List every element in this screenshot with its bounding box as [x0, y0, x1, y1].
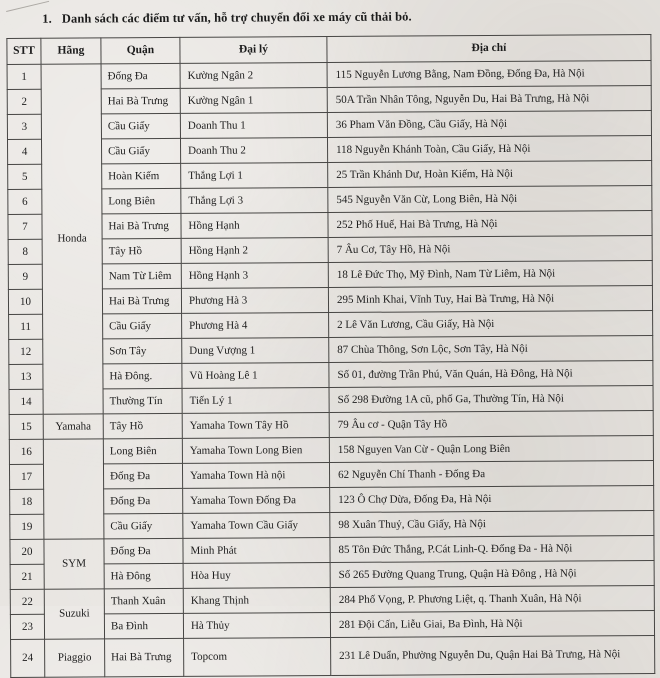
dealer-cell: Hồng Hạnh 2 — [181, 238, 328, 264]
stt-cell: 13 — [9, 364, 43, 389]
address-cell: 36 Pham Văn Đồng, Cầu Giấy, Hà Nội — [327, 111, 651, 138]
dealer-cell: Hà Thủy — [183, 613, 330, 639]
address-cell: 25 Trần Khánh Dư, Hoàn Kiếm, Hà Nội — [328, 161, 652, 188]
district-cell: Ba Đình — [104, 613, 183, 638]
stt-cell: 19 — [10, 514, 44, 539]
stt-cell: 22 — [10, 589, 44, 614]
page-title — [42, 9, 412, 26]
address-cell: 545 Nguyễn Văn Cừ, Long Biên, Hà Nội — [328, 186, 652, 213]
stt-cell: 15 — [9, 414, 43, 439]
address-cell: Số 01, đường Trần Phú, Văn Quán, Hà Đông, Hà Nội — [329, 361, 653, 388]
address-cell: 7 Âu Cơ, Tây Hồ, Hà Nội — [328, 236, 652, 263]
stt-cell: 18 — [10, 489, 44, 514]
address-cell: 231 Lê Duẩn, Phường Nguyễn Du, Quận Hai Bà Trưng, Hà Nội — [331, 636, 655, 676]
district-cell: Đống Đa — [103, 463, 182, 488]
district-cell: Cầu Giấy — [104, 513, 183, 538]
table-row — [10, 486, 654, 515]
district-cell: Hai Bà Trưng — [105, 638, 184, 676]
district-cell: Tây Hồ — [103, 413, 182, 438]
brand-cell-suzuki: Suzuki — [44, 589, 104, 639]
stt-cell: 20 — [10, 539, 44, 564]
address-cell: 284 Phố Vọng, P. Phương Liệt, q. Thanh Xuân, Hà Nội — [330, 586, 654, 613]
address-cell: 50A Trần Nhân Tông, Nguyễn Du, Hai Bà Trưng, Hà Nội — [327, 86, 651, 113]
header-stt: STT — [7, 38, 41, 64]
dealer-cell: Yamaha Town Cầu Giấy — [183, 513, 330, 539]
table-row — [8, 261, 652, 290]
dealer-cell: Hồng Hạnh 3 — [181, 263, 328, 289]
stt-cell: 5 — [8, 164, 42, 189]
header-quan: Quận — [101, 37, 180, 63]
stt-cell: 14 — [9, 389, 43, 414]
district-cell: Nam Từ Liêm — [102, 263, 181, 288]
district-cell: Đống Đa — [104, 488, 183, 513]
table-header-row — [7, 35, 651, 65]
table-row — [10, 511, 654, 540]
address-cell: Số 265 Đường Quang Trung, Quận Hà Đông , Hà Nội — [330, 561, 654, 588]
stt-cell: 17 — [9, 464, 43, 489]
dealer-cell: Thắng Lợi 3 — [181, 188, 328, 214]
dealer-cell: Yamaha Town Long Bien — [182, 438, 329, 464]
district-cell: Cầu Giấy — [101, 138, 180, 163]
dealer-cell: Tiến Lý 1 — [182, 388, 329, 414]
dealer-table — [6, 34, 655, 678]
district-cell: Thường Tín — [103, 388, 182, 413]
address-cell: 158 Nguyen Van Cừ - Quận Long Biên — [329, 436, 653, 463]
district-cell: Sơn Tây — [103, 338, 182, 363]
address-cell: 115 Nguyễn Lương Bằng, Nam Đồng, Đống Đa, Hà Nội — [327, 61, 651, 88]
table-row — [9, 361, 653, 390]
dealer-cell: Yamaha Town Đống Đa — [183, 488, 330, 514]
brand-cell-piaggio: Piaggio — [45, 639, 105, 677]
district-cell: Cầu Giấy — [101, 113, 180, 138]
table-row — [9, 336, 653, 365]
stt-cell: 12 — [9, 339, 43, 364]
address-cell: 118 Nguyễn Khánh Toàn, Cầu Giấy, Hà Nội — [327, 136, 651, 163]
header-hang: Hãng — [41, 38, 101, 64]
district-cell: Tây Hồ — [102, 238, 181, 263]
address-cell: 62 Nguyễn Chí Thanh - Đống Đa — [329, 461, 653, 488]
district-cell: Hà Đông — [104, 563, 183, 588]
brand-cell-honda: Honda — [41, 64, 103, 414]
district-cell: Hai Bà Trưng — [102, 288, 181, 313]
stt-cell: 6 — [8, 189, 42, 214]
district-cell: Hai Bà Trưng — [101, 88, 180, 113]
district-cell: Hoàn Kiếm — [102, 163, 181, 188]
district-cell: Đống Đa — [101, 63, 180, 88]
stt-cell: 16 — [9, 439, 43, 464]
stt-cell: 24 — [11, 639, 45, 677]
district-cell: Long Biên — [103, 438, 182, 463]
stt-cell: 9 — [8, 264, 42, 289]
dealer-cell: Kường Ngân 2 — [180, 63, 327, 89]
address-cell: 252 Phố Huế, Hai Bà Trưng, Hà Nội — [328, 211, 652, 238]
table-row — [9, 411, 653, 440]
header-dai-ly: Đại lý — [180, 37, 327, 64]
dealer-cell: Hòa Huy — [183, 563, 330, 589]
dealer-cell: Minh Phát — [183, 538, 330, 564]
stt-cell: 2 — [7, 89, 41, 114]
address-cell: 295 Minh Khai, Vĩnh Tuy, Hai Bà Trưng, Hà Nội — [328, 286, 652, 313]
title-number: 1. — [42, 11, 52, 26]
table-row — [9, 436, 653, 465]
dealer-cell: Yamaha Town Hà nội — [182, 463, 329, 489]
address-cell: 2 Lê Văn Lương, Cầu Giấy, Hà Nội — [329, 311, 653, 338]
dealer-cell: Doanh Thu 2 — [180, 138, 327, 164]
dealer-cell: Yamaha Town Tây Hồ — [182, 413, 329, 439]
table-row — [8, 286, 652, 315]
address-cell: 98 Xuân Thuỷ, Cầu Giấy, Hà Nội — [330, 511, 654, 538]
dealer-cell: Doanh Thu 1 — [180, 113, 327, 139]
scan-crease-artifact — [6, 1, 49, 12]
stt-cell: 4 — [7, 139, 41, 164]
title-text: Danh sách các điểm tư vấn, hỗ trợ chuyển đổi xe máy cũ thải bỏ. — [61, 9, 412, 26]
stt-cell: 10 — [8, 289, 42, 314]
header-dia-chi: Địa chỉ — [327, 35, 651, 63]
stt-cell: 11 — [9, 314, 43, 339]
brand-cell-sym: SYM — [44, 539, 104, 589]
dealer-cell: Phương Hà 4 — [182, 313, 329, 339]
address-cell: 123 Ô Chợ Dừa, Đống Đa, Hà Nội — [330, 486, 654, 513]
stt-cell: 21 — [10, 564, 44, 589]
district-cell: Long Biên — [102, 188, 181, 213]
district-cell: Thanh Xuân — [104, 588, 183, 613]
brand-cell-empty — [43, 439, 104, 539]
address-cell: Số 298 Đường 1A cũ, phố Ga, Thường Tín, Hà Nội — [329, 386, 653, 413]
dealer-cell: Kường Ngân 1 — [180, 88, 327, 114]
dealer-cell: Topcom — [184, 638, 331, 677]
address-cell: 85 Tôn Đức Thắng, P.Cát Linh-Q. Đống Đa - Hà Nội — [330, 536, 654, 563]
stt-cell: 3 — [7, 114, 41, 139]
dealer-cell: Dung Vượng 1 — [182, 338, 329, 364]
district-cell: Hai Bà Trưng — [102, 213, 181, 238]
dealer-cell: Hồng Hạnh — [181, 213, 328, 239]
address-cell: 87 Chùa Thông, Sơn Lộc, Sơn Tây, Hà Nội — [329, 336, 653, 363]
address-cell: 281 Đội Cấn, Liễu Giai, Ba Đình, Hà Nội — [330, 611, 654, 638]
stt-cell: 23 — [10, 614, 44, 639]
district-cell: Đống Đa — [104, 538, 183, 563]
district-cell: Cầu Giấy — [103, 313, 182, 338]
stt-cell: 7 — [8, 214, 42, 239]
district-cell: Hà Đông. — [103, 363, 182, 388]
address-cell: 18 Lê Đức Thọ, Mỹ Đình, Nam Từ Liêm, Hà Nội — [328, 261, 652, 288]
address-cell: 79 Âu cơ - Quận Tây Hồ — [329, 411, 653, 438]
brand-cell-yamaha: Yamaha — [43, 414, 103, 439]
dealer-cell: Thắng Lợi 1 — [181, 163, 328, 189]
table-row — [8, 236, 652, 265]
stt-cell: 8 — [8, 239, 42, 264]
table-row — [11, 636, 655, 678]
dealer-cell: Khang Thịnh — [183, 588, 330, 614]
dealer-cell: Vũ Hoàng Lê 1 — [182, 363, 329, 389]
table-row — [9, 461, 653, 490]
stt-cell: 1 — [7, 64, 41, 89]
dealer-cell: Phương Hà 3 — [181, 288, 328, 314]
table-row — [9, 311, 653, 340]
table-row — [9, 386, 653, 415]
